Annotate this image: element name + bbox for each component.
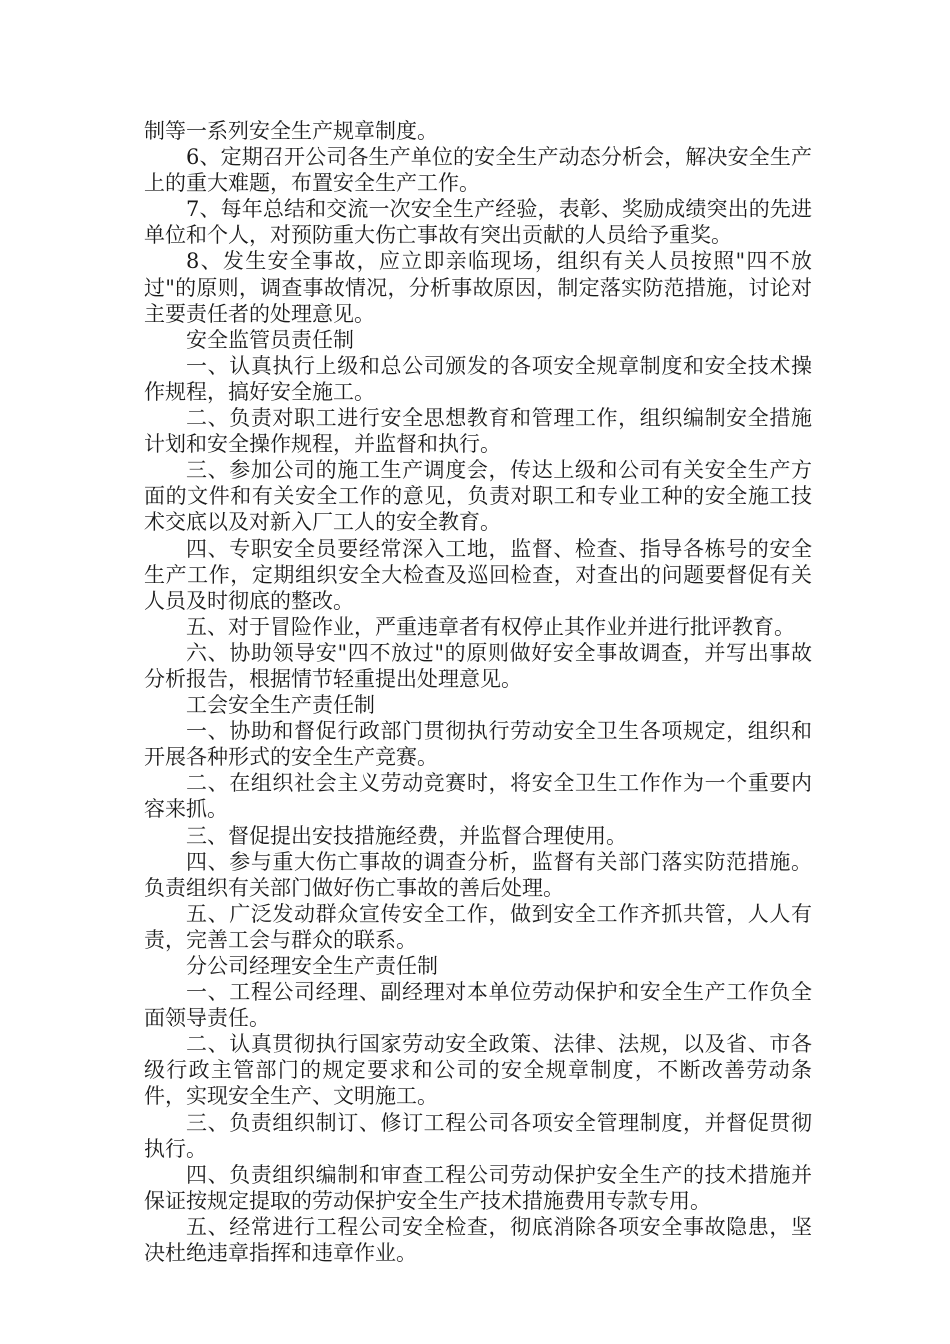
paragraph: 8、发生安全事故，应立即亲临现场，组织有关人员按照"四不放过"的原则，调查事故情况，分析事故原因，制定落实防范措施，讨论对主要责任者的处理意见。: [144, 249, 812, 326]
paragraph: 五、对于冒险作业，严重违章者有权停止其作业并进行批评教育。: [186, 614, 795, 639]
paragraph: 一、工程公司经理、副经理对本单位劳动保护和安全生产工作负全面领导责任。: [144, 980, 812, 1031]
paragraph: 四、负责组织编制和审查工程公司劳动保护安全生产的技术措施并保证按规定提取的劳动保护安全生产技术措施费用专款专用。: [144, 1162, 812, 1213]
document-page: [144, 118, 812, 1266]
paragraph: 二、负责对职工进行安全思想教育和管理工作，组织编制安全措施计划和安全操作规程，并监督和执行。: [144, 406, 812, 457]
paragraph: 六、协助领导安"四不放过"的原则做好安全事故调查，并写出事故分析报告，根据情节轻重提出处理意见。: [144, 640, 812, 691]
paragraph: 三、督促提出安技措施经费，并监督合理使用。: [186, 823, 627, 848]
paragraph: 制等一系列安全生产规章制度。: [144, 119, 438, 143]
paragraph: 二、在组织社会主义劳动竞赛时，将安全卫生工作作为一个重要内容来抓。: [144, 771, 812, 822]
paragraph: 7、每年总结和交流一次安全生产经验，表彰、奖励成绩突出的先进单位和个人，对预防重大伤亡事故有突出贡献的人员给予重奖。: [144, 197, 812, 248]
paragraph: 一、认真执行上级和总公司颁发的各项安全规章制度和安全技术操作规程，搞好安全施工。: [144, 353, 812, 404]
paragraph: 五、经常进行工程公司安全检查，彻底消除各项安全事故隐患，坚决杜绝违章指挥和违章作业。: [144, 1214, 812, 1266]
paragraph: 四、专职安全员要经常深入工地，监督、检查、指导各栋号的安全生产工作，定期组织安全大检查及巡回检查，对查出的问题要督促有关人员及时彻底的整改。: [144, 536, 812, 613]
paragraph: 二、认真贯彻执行国家劳动安全政策、法律、法规，以及省、市各级行政主管部门的规定要求和公司的安全规章制度，不断改善劳动条件，实现安全生产、文明施工。: [144, 1032, 812, 1109]
section-heading: 工会安全生产责任制: [186, 693, 375, 718]
paragraph: 6、定期召开公司各生产单位的安全生产动态分析会，解决安全生产上的重大难题，布置安全生产工作。: [144, 145, 812, 196]
paragraph: 三、参加公司的施工生产调度会，传达上级和公司有关安全生产方面的文件和有关安全工作的意见，负责对职工和专业工种的安全施工技术交底以及对新入厂工人的安全教育。: [144, 458, 812, 535]
section-heading: 安全监管员责任制: [186, 327, 354, 352]
paragraph: 四、参与重大伤亡事故的调查分析，监督有关部门落实防范措施。负责组织有关部门做好伤亡事故的善后处理。: [144, 849, 812, 900]
paragraph: 三、负责组织制订、修订工程公司各项安全管理制度，并督促贯彻执行。: [144, 1110, 812, 1161]
section-heading: 分公司经理安全生产责任制: [186, 954, 438, 978]
paragraph: 一、协助和督促行政部门贯彻执行劳动安全卫生各项规定，组织和开展各种形式的安全生产竞赛。: [144, 719, 812, 770]
paragraph: 五、广泛发动群众宣传安全工作，做到安全工作齐抓共管，人人有责，完善工会与群众的联系。: [144, 901, 812, 952]
